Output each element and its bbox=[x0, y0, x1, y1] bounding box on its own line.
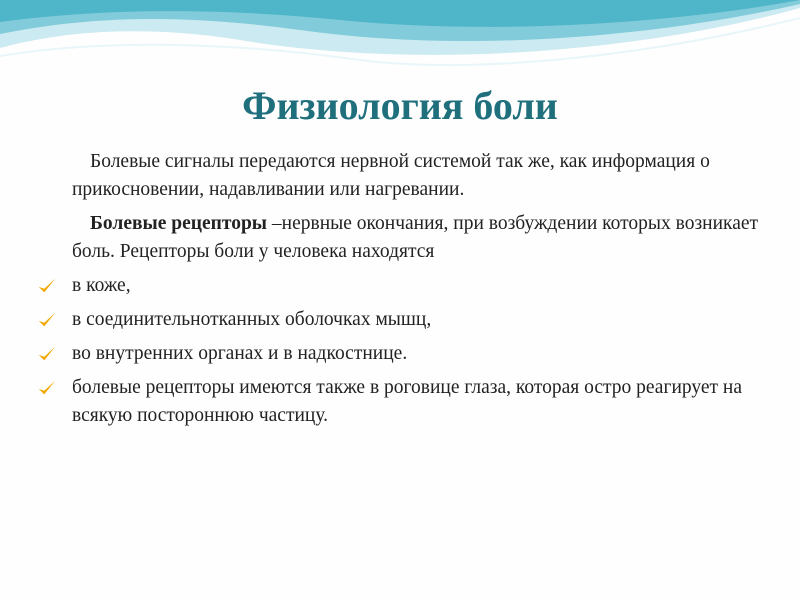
bullet-text: в соединительнотканных оболочках мышц, bbox=[72, 309, 432, 330]
bullet-text: во внутренних органах и в надкостнице. bbox=[72, 343, 408, 364]
receptor-locations-list bbox=[72, 272, 772, 430]
list-item bbox=[72, 374, 772, 430]
slide-body bbox=[72, 148, 772, 436]
checkmark-icon bbox=[36, 377, 58, 399]
bullet-text: в коже, bbox=[72, 275, 131, 296]
definition-pain-receptors: –нервные окончания, при возбуждении которых возникает боль. Рецепторы боли у человека находятся bbox=[72, 213, 759, 262]
list-item bbox=[72, 340, 772, 368]
term-pain-receptors: Болевые рецепторы bbox=[90, 213, 268, 234]
paragraph-pain-receptors bbox=[72, 210, 772, 266]
slide-title: Физиология боли bbox=[242, 83, 558, 128]
list-item bbox=[72, 306, 772, 334]
decorative-wave-header bbox=[0, 0, 800, 80]
bullet-text: болевые рецепторы имеются также в роговице глаза, которая остро реагирует на всякую постороннюю частицу. bbox=[72, 377, 743, 426]
paragraph-pain-signals: Болевые сигналы передаются нервной системой так же, как информация о прикосновении, надавливании или нагревании. bbox=[72, 151, 710, 200]
checkmark-icon bbox=[36, 275, 58, 297]
list-item bbox=[72, 272, 772, 300]
checkmark-icon bbox=[36, 309, 58, 331]
checkmark-icon bbox=[36, 343, 58, 365]
